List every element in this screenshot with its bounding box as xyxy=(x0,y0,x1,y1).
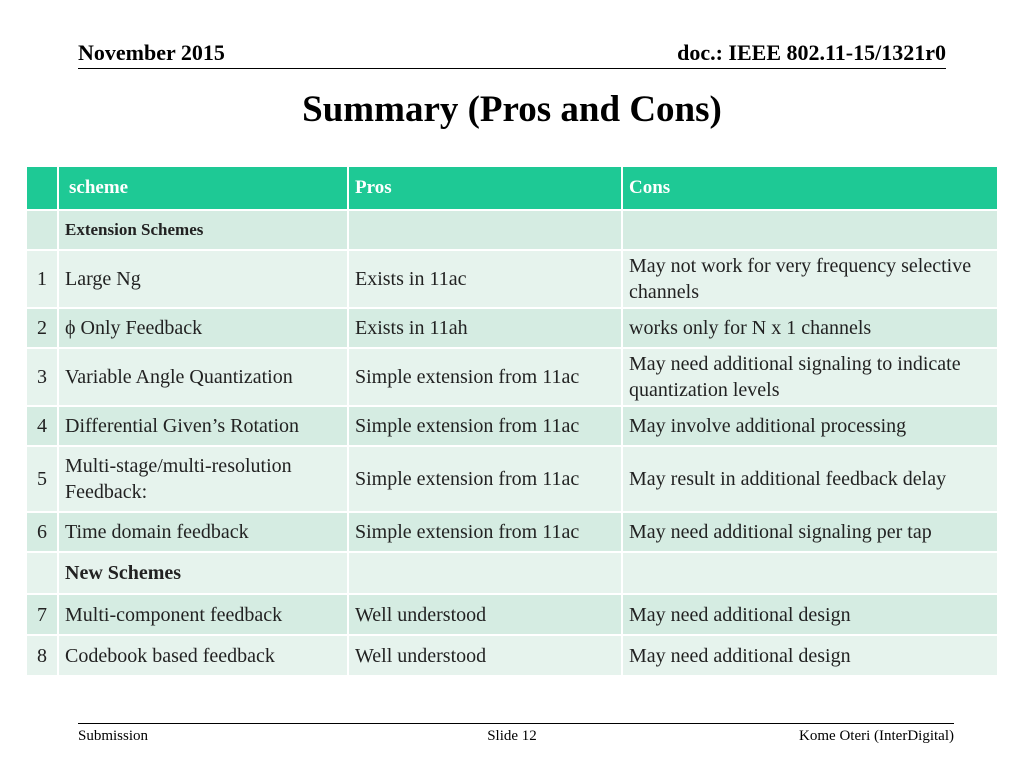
scheme-cell: Large Ng xyxy=(58,250,348,308)
table-row xyxy=(26,552,998,594)
cons-cell xyxy=(622,552,998,594)
pros-cell: Exists in 11ac xyxy=(348,250,622,308)
table-row xyxy=(26,635,998,676)
table-row xyxy=(26,446,998,512)
header-num-cell xyxy=(26,166,58,210)
pros-cell: Simple extension from 11ac xyxy=(348,406,622,446)
column-header-pros: Pros xyxy=(348,166,622,210)
footer-slide-number: Slide 12 xyxy=(487,728,537,744)
cons-cell: May need additional signaling per tap xyxy=(622,512,998,552)
footer-rule xyxy=(78,723,954,724)
row-number: 1 xyxy=(26,250,58,308)
scheme-cell: ϕ Only Feedback xyxy=(58,308,348,348)
table-row xyxy=(26,308,998,348)
table-row xyxy=(26,250,998,308)
summary-table xyxy=(25,165,999,677)
header-date: November 2015 xyxy=(78,40,225,65)
row-number: 6 xyxy=(26,512,58,552)
pros-cell: Simple extension from 11ac xyxy=(348,446,622,512)
column-header-cons: Cons xyxy=(622,166,998,210)
row-number: 7 xyxy=(26,594,58,635)
scheme-cell: Variable Angle Quantization xyxy=(58,348,348,406)
section-label: Extension Schemes xyxy=(58,210,348,250)
scheme-cell: Multi-component feedback xyxy=(58,594,348,635)
cons-cell: May result in additional feedback delay xyxy=(622,446,998,512)
cons-cell xyxy=(622,210,998,250)
pros-cell: Well understood xyxy=(348,635,622,676)
slide-title: Summary (Pros and Cons) xyxy=(302,89,722,130)
pros-cell: Exists in 11ah xyxy=(348,308,622,348)
column-header-scheme: scheme xyxy=(58,166,348,210)
table-row xyxy=(26,406,998,446)
footer-author: Kome Oteri (InterDigital) xyxy=(799,728,954,744)
pros-cell: Well understood xyxy=(348,594,622,635)
scheme-cell: Differential Given’s Rotation xyxy=(58,406,348,446)
pros-cell: Simple extension from 11ac xyxy=(348,512,622,552)
row-number: 8 xyxy=(26,635,58,676)
table-row xyxy=(26,210,998,250)
row-number: 3 xyxy=(26,348,58,406)
cons-cell: May need additional design xyxy=(622,635,998,676)
table-row xyxy=(26,512,998,552)
row-number xyxy=(26,210,58,250)
pros-cell xyxy=(348,210,622,250)
header-doc-id: doc.: IEEE 802.11-15/1321r0 xyxy=(677,40,946,65)
pros-cell xyxy=(348,552,622,594)
cons-cell: May need additional signaling to indicate quantization levels xyxy=(622,348,998,406)
table-row xyxy=(26,348,998,406)
pros-cell: Simple extension from 11ac xyxy=(348,348,622,406)
row-number: 5 xyxy=(26,446,58,512)
cons-cell: May need additional design xyxy=(622,594,998,635)
section-label: New Schemes xyxy=(58,552,348,594)
scheme-cell: Codebook based feedback xyxy=(58,635,348,676)
row-number xyxy=(26,552,58,594)
header-rule xyxy=(78,68,946,69)
row-number: 2 xyxy=(26,308,58,348)
cons-cell: works only for N x 1 channels xyxy=(622,308,998,348)
scheme-cell: Multi-stage/multi-resolution Feedback: xyxy=(58,446,348,512)
footer-submission: Submission xyxy=(78,728,149,744)
scheme-cell: Time domain feedback xyxy=(58,512,348,552)
row-number: 4 xyxy=(26,406,58,446)
cons-cell: May involve additional processing xyxy=(622,406,998,446)
cons-cell: May not work for very frequency selective channels xyxy=(622,250,998,308)
table-row xyxy=(26,594,998,635)
table-header-row xyxy=(26,166,998,210)
